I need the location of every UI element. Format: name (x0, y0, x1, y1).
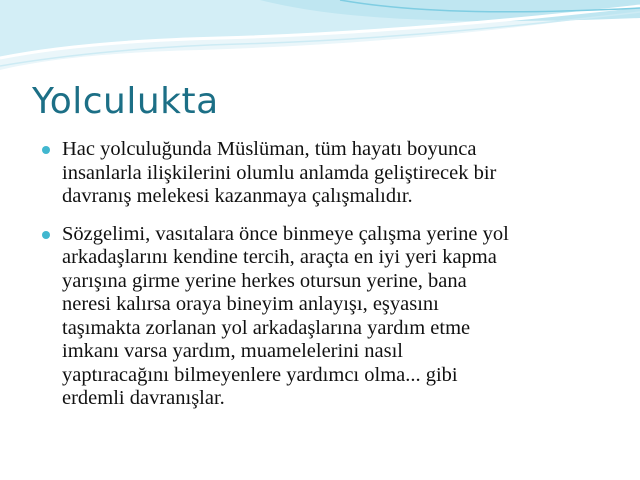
bullet-text-line: Sözgelimi, vasıtalara önce binmeye çalışma yerine yol (62, 222, 509, 245)
bullet-text-line: erdemli davranışlar. (62, 387, 225, 409)
bullet-text-line: neresi kalırsa oraya bineyim anlayışı, eşyasını (62, 293, 439, 315)
bullet-text-line: yaptıracağını bilmeyenlere yardımcı olma... gibi (62, 363, 458, 386)
bullet-text-line: arkadaşlarını kendine tercih, araçta en iyi yeri kapma (62, 246, 497, 268)
wave-header-decoration (0, 0, 640, 80)
bullet-text-line: taşımakta zorlanan yol arkadaşlarına yardım etme (62, 316, 471, 339)
bullet-text-line: imkanı varsa yardım, muamelelerini nasıl (62, 340, 403, 362)
slide-title: Yolculukta (32, 81, 219, 122)
bullet-dot-icon (42, 146, 50, 154)
bullet-item (42, 138, 602, 209)
bullet-text-line: Hac yolculuğunda Müslüman, tüm hayatı boyunca (62, 138, 477, 160)
bullet-list (42, 138, 602, 425)
bullet-text-line: yarışına girme yerine herkes otursun yerine, bana (62, 269, 467, 292)
bullet-dot-icon (42, 231, 50, 239)
bullet-item (42, 223, 602, 411)
bullet-text-line: insanlarla ilişkilerini olumlu anlamda geliştirecek bir (62, 161, 497, 184)
bullet-text-line: davranış melekesi kazanmaya çalışmalıdır. (62, 185, 413, 207)
